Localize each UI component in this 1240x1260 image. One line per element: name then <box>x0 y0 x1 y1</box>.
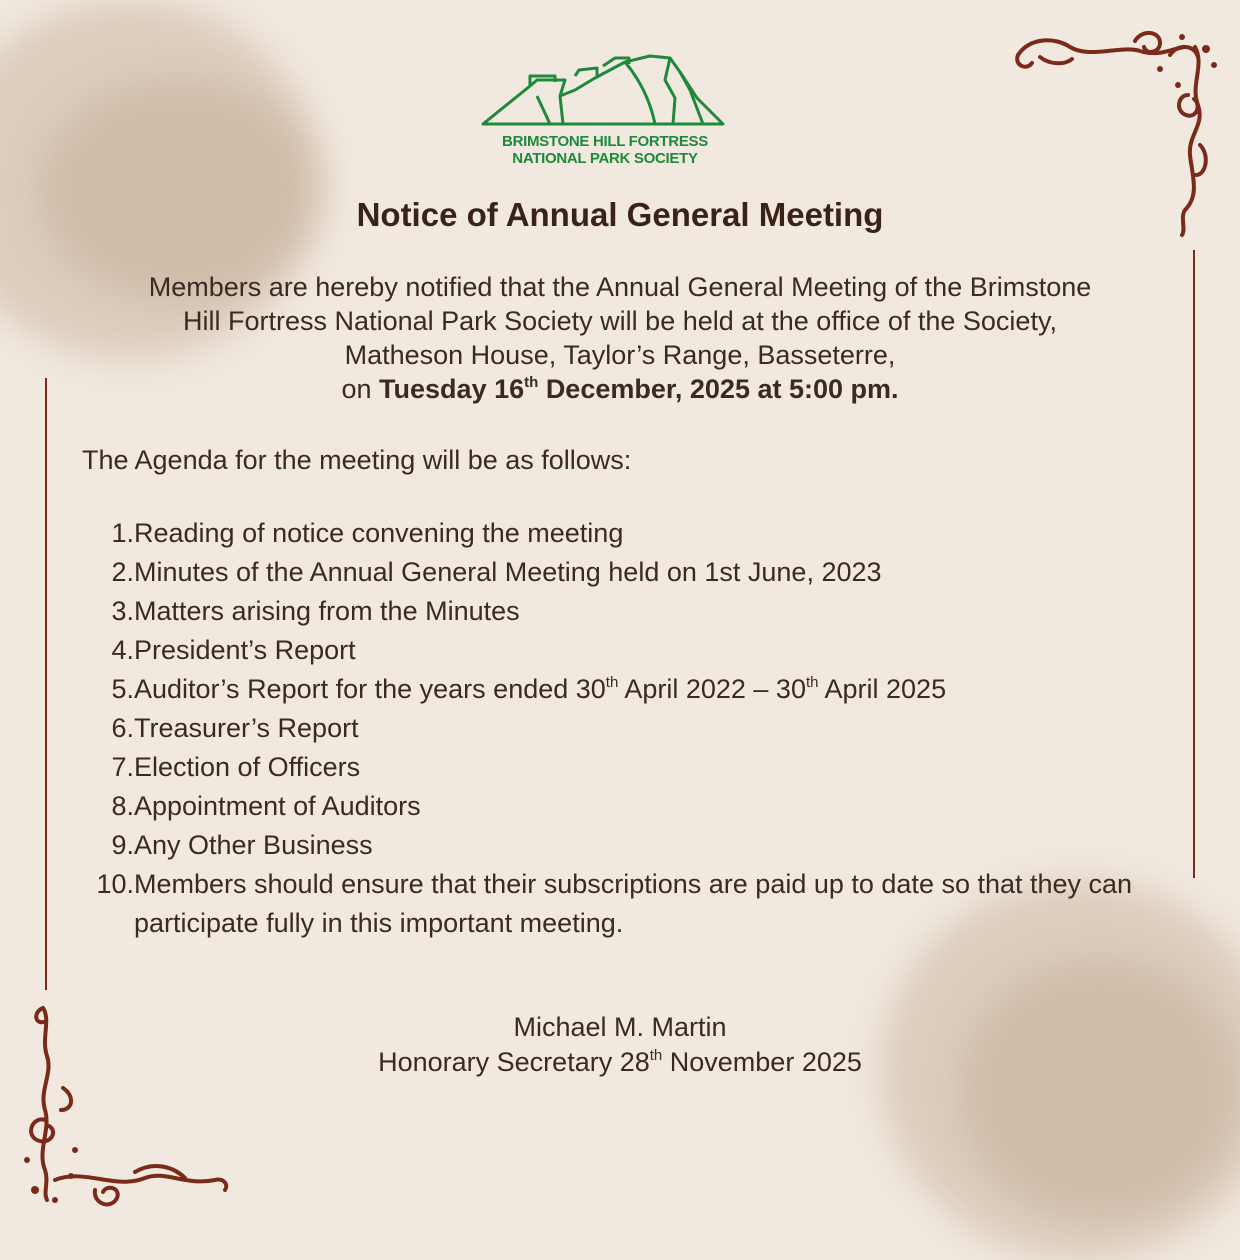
agenda-list <box>82 514 1162 943</box>
agenda-item-number: 2. <box>111 557 134 587</box>
watercolor-blot-top-left-2 <box>40 80 320 300</box>
secretary-role-date-sup: th <box>649 1047 663 1064</box>
agenda-item-text: Appointment of Auditors <box>134 791 421 821</box>
intro-line-4 <box>70 372 1170 406</box>
agenda-item <box>82 865 1162 943</box>
auditor-report-text-b: April 2022 – 30 <box>624 674 806 704</box>
watercolor-blot-bottom-right-2 <box>960 960 1240 1220</box>
signature-block <box>0 1010 1240 1080</box>
frame-line-left <box>45 378 47 990</box>
agenda-item <box>82 553 1162 592</box>
agenda-item <box>82 514 1162 553</box>
meeting-date-day: Tuesday 16 <box>379 374 525 404</box>
logo-text-line1: BRIMSTONE HILL FORTRESS <box>502 133 708 150</box>
agenda-item-text: Minutes of the Annual General Meeting held on 1st June, 2023 <box>134 557 882 587</box>
agenda-item-number: 3. <box>111 596 134 626</box>
agenda-item-number: 7. <box>111 752 134 782</box>
auditor-report-text-a: Auditor’s Report for the years ended 30 <box>134 674 606 704</box>
intro-line-2: Hill Fortress National Park Society will be held at the office of the Society, <box>183 306 1057 336</box>
agenda-intro: The Agenda for the meeting will be as follows: <box>82 445 632 475</box>
agenda-item-text: Matters arising from the Minutes <box>134 596 520 626</box>
agenda-item-number: 10. <box>96 869 134 899</box>
auditor-report-text-c: April 2025 <box>824 674 947 704</box>
agenda-item-text: Treasurer’s Report <box>134 713 359 743</box>
meeting-date-sup: th <box>524 374 539 391</box>
agenda-item-number: 6. <box>111 713 134 743</box>
frame-line-right <box>1193 250 1195 878</box>
agenda-item-text: Reading of notice convening the meeting <box>134 518 624 548</box>
agenda-item-number: 8. <box>111 791 134 821</box>
fortress-hill-icon <box>475 50 735 130</box>
auditor-report-sup-b: th <box>805 674 819 691</box>
agenda-item <box>82 787 1162 826</box>
meeting-date-rest: December, 2025 at 5:00 pm. <box>545 374 899 404</box>
agenda-item-text: Members should ensure that their subscriptions are paid up to date so that they can participate fully in this important meeting. <box>134 869 1133 938</box>
intro-paragraph <box>70 270 1170 406</box>
agenda-item <box>82 709 1162 748</box>
agenda-item-text: Any Other Business <box>134 830 373 860</box>
agenda-item <box>82 631 1162 670</box>
agenda-item-number: 5. <box>111 674 134 704</box>
intro-on: on <box>341 374 372 404</box>
agenda-item-text: President’s Report <box>134 635 356 665</box>
agenda-item-number: 4. <box>111 635 134 665</box>
agenda-item-text <box>134 670 1162 709</box>
agenda-item <box>82 826 1162 865</box>
secretary-name: Michael M. Martin <box>513 1012 727 1042</box>
agenda-item <box>82 592 1162 631</box>
secretary-role-date <box>0 1045 1240 1080</box>
intro-line-3: Matheson House, Taylor’s Range, Basseterre, <box>344 340 896 370</box>
secretary-role-date-a: Honorary Secretary 28 <box>378 1047 650 1077</box>
agenda-item-number: 9. <box>111 830 134 860</box>
society-logo <box>475 50 735 170</box>
logo-text-line2: NATIONAL PARK SOCIETY <box>512 150 698 167</box>
page-title: Notice of Annual General Meeting <box>356 196 884 233</box>
secretary-role-date-b: November 2025 <box>669 1047 862 1077</box>
agenda-item-number: 1. <box>111 518 134 548</box>
agenda-item <box>82 748 1162 787</box>
intro-line-1: Members are hereby notified that the Annual General Meeting of the Brimstone <box>148 272 1092 302</box>
agenda-item <box>82 670 1162 709</box>
agenda-item-text: Election of Officers <box>134 752 361 782</box>
auditor-report-sup-a: th <box>605 674 619 691</box>
